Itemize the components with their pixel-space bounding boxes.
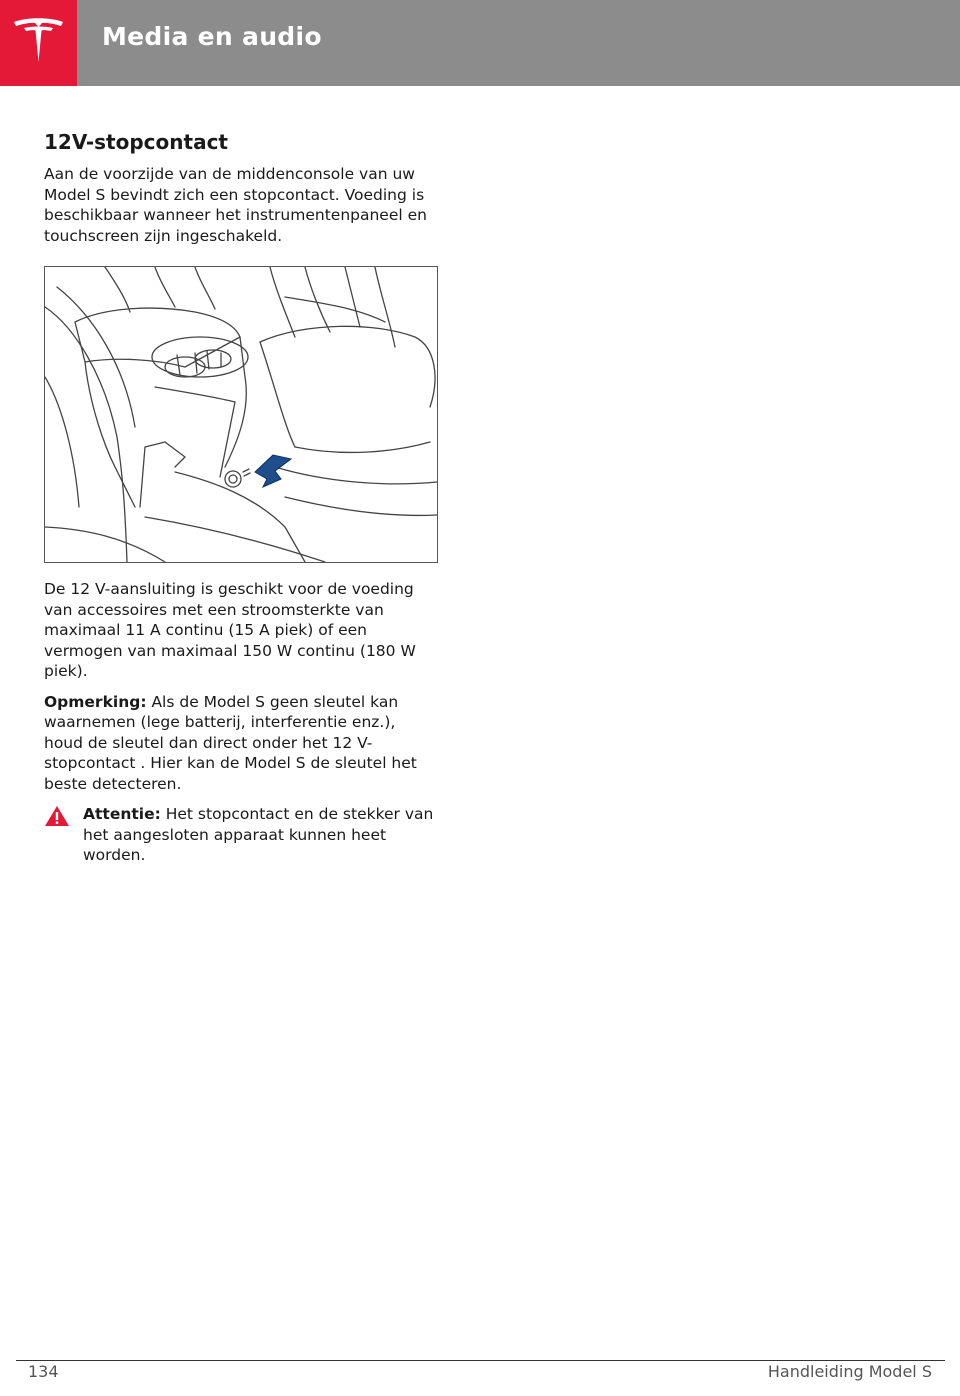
warning-label: Attentie: (83, 805, 161, 823)
note-label: Opmerking: (44, 692, 147, 711)
page-header (0, 0, 960, 86)
console-illustration (44, 266, 438, 563)
note-paragraph (44, 692, 438, 795)
section-title: Media en audio (102, 22, 322, 51)
main-content (44, 130, 438, 866)
tesla-logo-icon (12, 16, 65, 68)
footer-title: Handleiding Model S (767, 1362, 932, 1381)
intro-paragraph: Aan de voorzijde van de middenconsole van uw Model S bevindt zich een stopcontact. Voeding is beschikbaar wanneer het instrumentenpaneel en touchscreen zijn ingeschakeld. (44, 165, 427, 245)
spec-paragraph: De 12 V-aansluiting is geschikt voor de voeding van accessoires met een stroomsterkte van maximaal 11 A continu (15 A piek) of een vermogen van maximaal 150 W continu (180 W piek). (44, 580, 416, 680)
warning-triangle-icon (44, 805, 70, 827)
warning-block (44, 804, 438, 866)
tesla-logo (0, 0, 77, 86)
warning-text: Het stopcontact en de stekker van het aangesloten apparaat kunnen heet worden. (83, 805, 434, 864)
footer-divider (16, 1360, 945, 1361)
note-text: Als de Model S geen sleutel kan waarnemen (lege batterij, interferentie enz.), houd de sleutel dan direct onder het 12 V-stopcontact . Hier kan de Model S de sleutel het beste detecteren. (44, 692, 417, 793)
warning-paragraph (83, 804, 438, 866)
page-number: 134 (28, 1362, 59, 1381)
page-heading: 12V-stopcontact (44, 130, 228, 154)
center-console-drawing (45, 267, 437, 562)
